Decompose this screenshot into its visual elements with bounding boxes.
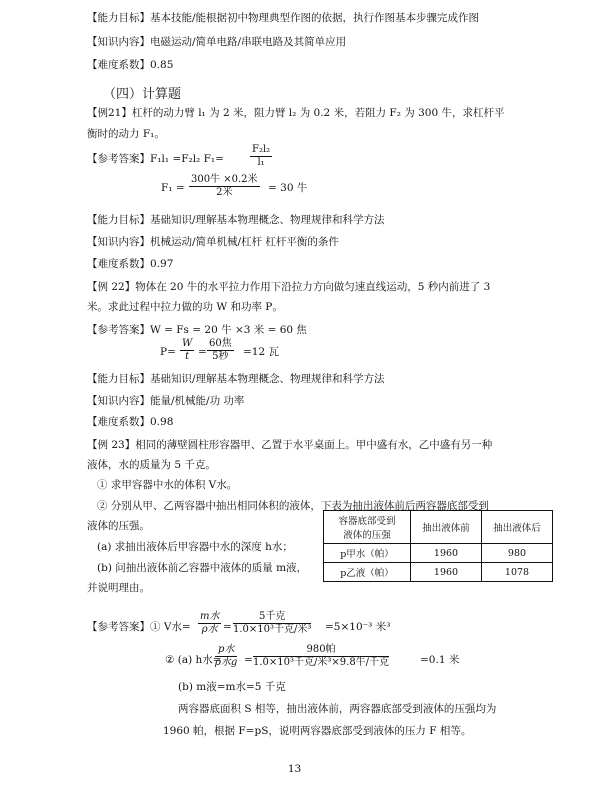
fraction-denominator: l₁: [257, 157, 265, 168]
pressure-table: [323, 510, 553, 582]
fraction-denominator: 5秒: [212, 351, 229, 362]
question-22-line-2: 米。求此过程中拉力做的功 W 和功率 P。: [87, 301, 283, 313]
table-header-cell: 抽出液体后: [482, 511, 553, 544]
knowledge-22: 【知识内容】能量/机械能/功 功率: [87, 395, 245, 407]
fraction-denominator: 1.0×10³千克/米³×9.8牛/千克: [253, 657, 390, 668]
answer-22-result: =12 瓦: [243, 346, 279, 358]
answer-22-fraction-1: [180, 338, 194, 363]
table-cell: p甲水（帕）: [324, 544, 411, 563]
question-23-part-2-line-2: 液体的压强。: [87, 520, 150, 532]
difficulty-line-1: 【难度系数】0.85: [87, 59, 174, 71]
table-row: [324, 544, 553, 563]
answer-23-explanation-1: 两容器底面积 S 相等，抽出液体前，两容器底部受到液体的压强均为: [178, 703, 497, 715]
question-21-line-1: 【例21】杠杆的动力臂 l₁ 为 2 米，阻力臂 l₂ 为 0.2 米，若阻力 F₂ 为 300 牛，求杠杆平: [87, 107, 505, 119]
fraction-numerator: 300牛 ×0.2米: [191, 174, 258, 185]
answer-23-result-2: =0.1 米: [420, 654, 460, 666]
answer-23-fraction-1: [198, 611, 221, 636]
ability-goal-22: 【能力目标】基础知识/理解基本物理概念、物理规律和科学方法: [87, 373, 385, 385]
section-title: （四）计算题: [103, 87, 182, 102]
question-23-line-2: 液体，水的质量为 5 千克。: [87, 459, 216, 471]
answer-23-step-3: (b) m液=m水=5 千克: [178, 681, 286, 693]
table-header-cell: 抽出液体前: [411, 511, 482, 544]
knowledge-line-1: 【知识内容】电磁运动/简单电路/串联电路及其简单应用: [87, 36, 347, 48]
answer-22-equals: =: [198, 346, 207, 358]
question-23-part-1: ① 求甲容器中水的体积 V水。: [97, 479, 238, 491]
answer-23-equals-2: =: [244, 654, 253, 666]
answer-23-result-1: =5×10⁻³ 米³: [325, 621, 391, 633]
table-cell: 1078: [482, 563, 553, 582]
fraction-denominator: ρ水g: [215, 657, 238, 668]
table-header-row: [324, 511, 553, 544]
difficulty-21: 【难度系数】0.97: [87, 258, 174, 270]
fraction-numerator: m水: [200, 611, 220, 622]
fraction-denominator: 2米: [216, 187, 233, 198]
table-cell: 980: [482, 544, 553, 563]
fraction-numerator: p水: [215, 644, 237, 657]
question-23-part-2-line-1: ② 分别从甲、乙两容器中抽出相同体积的液体，下表为抽出液体前后两容器底部受到: [97, 500, 489, 512]
table-header-cell: [324, 511, 411, 544]
answer-23-fraction-2: [233, 611, 311, 636]
answer-23-equals-1: =: [223, 621, 232, 633]
fraction-numerator: F₂l₂: [252, 144, 271, 155]
fraction-numerator: 60焦: [209, 338, 232, 349]
answer-21-eq2-result: = 30 牛: [268, 182, 308, 194]
fraction-numerator: W: [182, 338, 193, 349]
page-number: 13: [287, 763, 302, 775]
ability-goal-21: 【能力目标】基础知识/理解基本物理概念、物理规律和科学方法: [87, 214, 385, 226]
question-23-part-b: (b) 问抽出液体前乙容器中液体的质量 m液，: [97, 562, 308, 574]
answer-22-fraction-2: [207, 338, 234, 363]
question-21-line-2: 衡时的动力 F₁。: [87, 128, 165, 140]
question-23-part-a: (a) 求抽出液体后甲容器中水的深度 h水；: [97, 541, 293, 553]
question-23-part-b-2: 并说明理由。: [87, 582, 150, 594]
question-22-line-1: 【例 22】物体在 20 牛的水平拉力作用下沿拉力方向做匀速直线运动，5 秒内前进了 3: [87, 281, 491, 293]
answer-22-label: 【参考答案】W = Fs = 20 牛 ×3 米 = 60 焦: [87, 324, 307, 336]
ability-goal-line-1: 【能力目标】基本技能/能根据初中物理典型作图的依据，执行作图基本步骤完成作图: [87, 12, 480, 24]
question-23-line-1: 【例 23】相同的薄壁圆柱形容器甲、乙置于水平桌面上。甲中盛有水，乙中盛有另一种: [87, 439, 493, 451]
fraction-denominator: 1.0×10³千克/米³: [233, 624, 312, 635]
table-cell: 1960: [411, 563, 482, 582]
table-cell: p乙液（帕）: [324, 563, 411, 582]
fraction-numerator: 980帕: [253, 644, 389, 657]
answer-22-power-prefix: P=: [160, 346, 176, 358]
answer-23-step-2-prefix: ② (a) h水=: [165, 654, 222, 666]
knowledge-21: 【知识内容】机械运动/简单机械/杠杆 杠杆平衡的条件: [87, 236, 339, 248]
fraction-denominator: t: [185, 351, 190, 362]
answer-21-eq2-prefix: F₁ =: [161, 182, 185, 194]
fraction-numerator: 5千克: [233, 611, 311, 624]
answer-21-fraction-2: [189, 174, 260, 199]
table-header-line: 容器底部受到: [338, 516, 396, 527]
table-cell: 1960: [411, 544, 482, 563]
answer-21-fraction-1: [250, 144, 272, 169]
fraction-denominator: ρ水: [201, 624, 218, 635]
difficulty-22: 【难度系数】0.98: [87, 416, 174, 428]
answer-23-explanation-2: 1960 帕，根据 F=pS，说明两容器底部受到液体的压力 F 相等。: [163, 725, 472, 737]
table-header-line: 液体的压强: [343, 530, 391, 541]
answer-21-label: 【参考答案】F₁l₁ =F₂l₂ F₁=: [87, 153, 224, 165]
answer-23-fraction-3: [215, 644, 237, 669]
answer-23-fraction-4: [253, 644, 389, 669]
table-row: [324, 563, 553, 582]
answer-23-step-1-prefix: 【参考答案】① V水=: [87, 621, 191, 633]
